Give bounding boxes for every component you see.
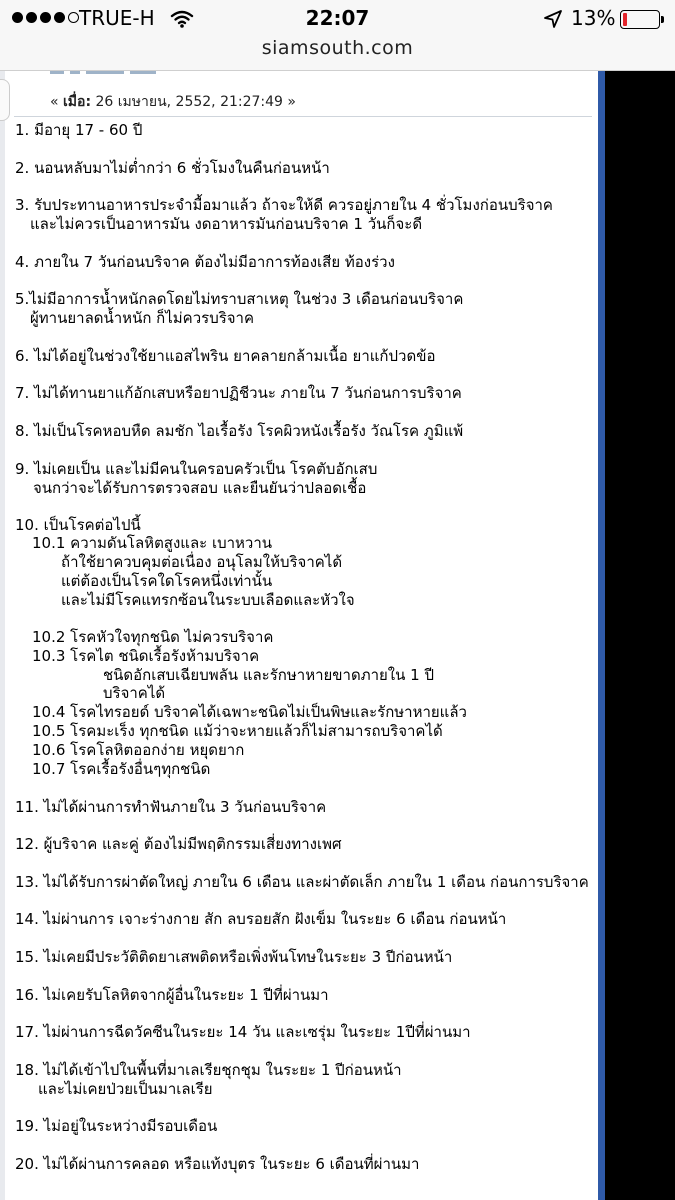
battery-icon [620,10,660,29]
location-arrow-icon [543,9,563,34]
clock: 22:07 [305,6,370,30]
sub-list-item: 10.4 โรคไทรอยด์ บริจาคได้เฉพาะชนิดไม่เป็นพิษและรักษาหายแล้ว [32,703,467,721]
left-edge [0,71,5,1200]
list-item-continuation: และไม่เคยป่วยเป็นมาเลเรีย [38,1080,213,1098]
sub-list-item-continuation: ชนิดอักเสบเฉียบพลัน และรักษาหายขาดภายใน 1 ปี [103,666,434,684]
list-item: 11. ไม่ได้ผ่านการทำฟันภายใน 3 วันก่อนบริจาค [15,798,327,816]
list-item: 12. ผู้บริจาค และคู่ ต้องไม่มีพฤติกรรมเสี่ยงทางเพศ [15,835,342,853]
scroll-edge-handle [0,79,10,121]
sub-list-item: 10.1 ความดันโลหิตสูงและ เบาหวาน [32,534,273,552]
list-item: 19. ไม่อยู่ในระหว่างมีรอบเดือน [15,1117,218,1135]
list-item: 15. ไม่เคยมีประวัติติดยาเสพติดหรือเพิ่งพ้นโทษในระยะ 3 ปีก่อนหน้า [15,948,453,966]
list-item: 6. ไม่ได้อยู่ในช่วงใช้ยาแอสไพริน ยาคลายกล้ามเนื้อ ยาแก้ปวดข้อ [15,347,436,365]
sub-list-item-continuation: แต่ต้องเป็นโรคใดโรคหนึ่งเท่านั้น [61,572,273,590]
sub-list-item-continuation: บริจาคได้ [103,684,166,702]
url-bar[interactable]: siamsouth.com [261,37,414,59]
post-date: « เมื่อ: 26 เมษายน, 2552, 21:27:49 » [50,94,296,110]
divider [14,116,592,117]
sub-list-item-continuation: ถ้าใช้ยาควบคุมต่อเนื่อง อนุโลมให้บริจาคได้ [61,553,343,571]
post-date-label: เมื่อ: [63,94,92,110]
list-item: 13. ไม่ได้รับการผ่าตัดใหญ่ ภายใน 6 เดือน และผ่าตัดเล็ก ภายใน 1 เดือน ก่อนการบริจาค [15,873,589,891]
list-item: 18. ไม่ได้เข้าไปในพื้นที่มาเลเรียชุกชุม ในระยะ 1 ปีก่อนหน้า [15,1061,402,1079]
list-item: 17. ไม่ผ่านการฉีดวัคซีนในระยะ 14 วัน และเซรุ่ม ในระยะ 1ปีที่ผ่านมา [15,1023,471,1041]
sub-list-item: 10.2 โรคหัวใจทุกชนิด ไม่ควรบริจาค [32,628,274,646]
list-item: 10. เป็นโรคต่อไปนี้ [15,516,141,534]
sub-list-item-continuation: และไม่มีโรคแทรกซ้อนในระบบเลือดและหัวใจ [61,591,355,609]
list-item: 1. มีอายุ 17 - 60 ปี [15,121,143,139]
post-date-value: 26 เมษายน, 2552, 21:27:49 » [91,94,296,110]
list-item-continuation: จนกว่าจะได้รับการตรวจสอบ และยืนยันว่าปลอดเชื้อ [33,479,367,497]
list-item: 3. รับประทานอาหารประจำมื้อมาแล้ว ถ้าจะให้ดี ควรอยู่ภายใน 4 ชั่วโมงก่อนบริจาค [15,196,553,214]
sub-list-item: 10.7 โรคเรื้อรังอื่นๆทุกชนิด [32,760,211,778]
cut-off-toolbar [50,71,156,74]
content-right-border [598,71,605,1200]
sub-list-item: 10.6 โรคโลหิตออกง่าย หยุดยาก [32,741,245,759]
list-item: 8. ไม่เป็นโรคหอบหืด ลมชัก ไอเรื้อรัง โรคผิวหนังเรื้อรัง วัณโรค ภูมิแพ้ [15,422,464,440]
list-item: 5.ไม่มีอาการน้ำหนักลดโดยไม่ทราบสาเหตุ ในช่วง 3 เดือนก่อนบริจาค [15,290,464,308]
page-content [0,71,598,1200]
list-item: 9. ไม่เคยเป็น และไม่มีคนในครอบครัวเป็น โรคตับอักเสบ [15,460,378,478]
list-item: 14. ไม่ผ่านการ เจาะร่างกาย สัก ลบรอยสัก ฝังเข็ม ในระยะ 6 เดือน ก่อนหน้า [15,910,507,928]
status-bar [0,0,675,38]
list-item-continuation: ผู้ทานยาลดน้ำหนัก ก็ไม่ควรบริจาค [30,309,255,327]
browser-chrome [0,0,675,71]
sub-list-item: 10.5 โรคมะเร็ง ทุกชนิด แม้ว่าจะหายแล้วก็ไม่สามารถบริจาคได้ [32,722,443,740]
list-item: 16. ไม่เคยรับโลหิตจากผู้อื่นในระยะ 1 ปีที่ผ่านมา [15,986,329,1004]
list-item: 7. ไม่ได้ทานยาแก้อักเสบหรือยาปฏิชีวนะ ภายใน 7 วันก่อนการบริจาค [15,384,462,402]
list-item: 4. ภายใน 7 วันก่อนบริจาค ต้องไม่มีอาการท้องเสีย ท้องร่วง [15,253,395,271]
list-item-continuation: และไม่ควรเป็นอาหารมัน งดอาหารมันก่อนบริจาค 1 วันก็จะดี [30,215,423,233]
carrier-name: TRUE-H [79,6,155,30]
battery-percent: 13% [571,6,616,30]
sub-list-item: 10.3 โรคไต ชนิดเรื้อรังห้ามบริจาค [32,647,260,665]
list-item: 20. ไม่ได้ผ่านการคลอด หรือแท้งบุตร ในระยะ 6 เดือนที่ผ่านมา [15,1155,420,1173]
list-item: 2. นอนหลับมาไม่ต่ำกว่า 6 ชั่วโมงในคืนก่อนหน้า [15,159,330,177]
